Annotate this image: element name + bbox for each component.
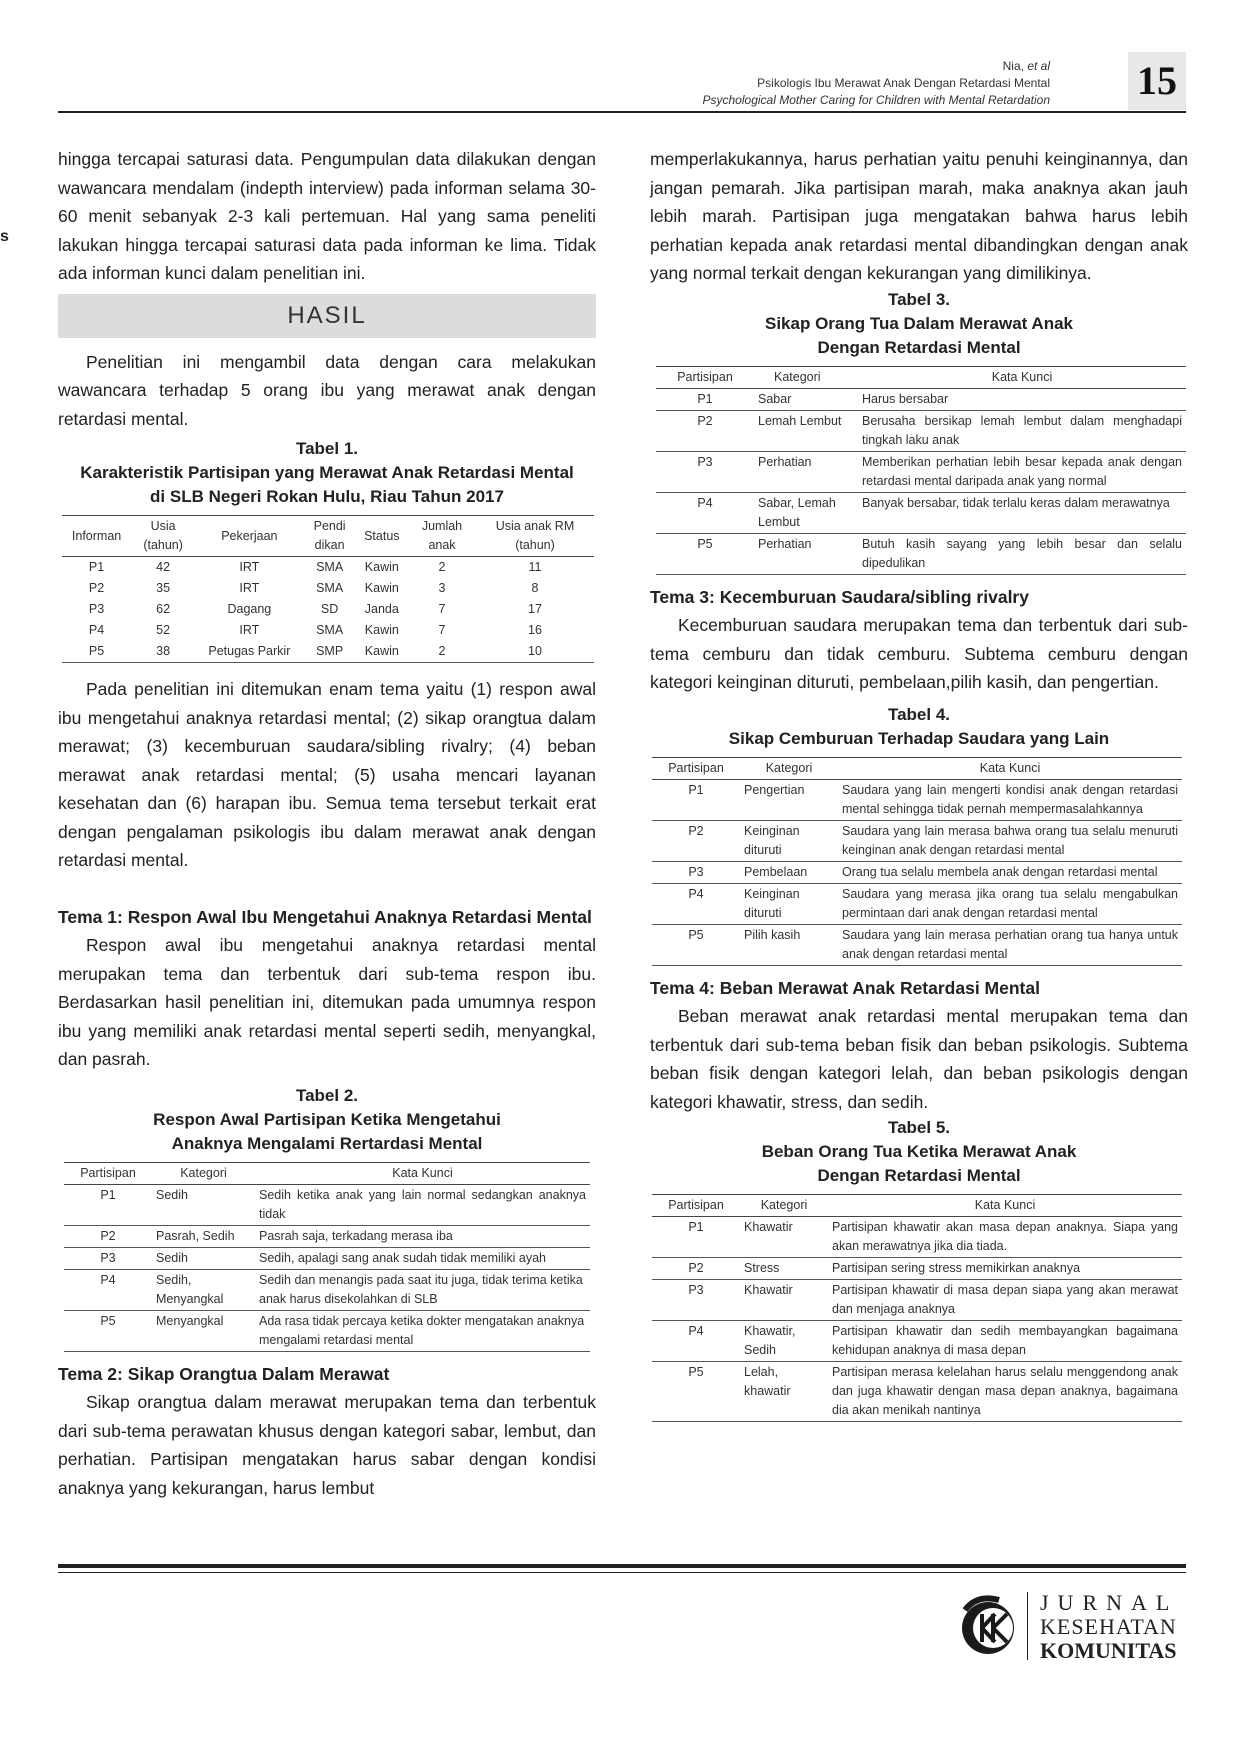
- table-cell: Harus bersabar: [858, 388, 1186, 410]
- table-row: [64, 1269, 590, 1310]
- table-cell: 42: [156, 560, 171, 574]
- table-row: [652, 779, 1182, 820]
- table-row: [652, 1362, 1182, 1422]
- table-cell: P2: [64, 1225, 152, 1247]
- table-row: [652, 1258, 1182, 1280]
- table-cell: P4: [88, 623, 105, 637]
- table-row: [656, 492, 1186, 533]
- margin-mark: s: [0, 228, 9, 245]
- table-cell: IRT: [239, 560, 260, 574]
- table-cell: Sedih: [152, 1247, 255, 1269]
- table-cell: Banyak bersabar, tidak terlalu keras dalam merawatnya: [858, 492, 1186, 533]
- table-cell: 11: [528, 560, 542, 574]
- table-cell: P3: [64, 1247, 152, 1269]
- continued-paragraph: memperlakukannya, harus perhatian yaitu penuhi keinginannya, dan jangan pemarah. Jika partisipan marah, maka anaknya akan jauh lebih marah. Partisipan juga mengatakan bahwa harus lebih perhatian kepada anak retardasi mental dibandingkan dengan anak yang normal terkait dengan kekurangan yang dimilikinya.: [650, 149, 1188, 283]
- table-cell: 10: [476, 641, 594, 663]
- table-cell: 2: [408, 641, 476, 663]
- table-cell: Saudara yang merasa jika orang tua selalu mengabulkan permintaan dari anak dengan retardasi mental: [838, 883, 1182, 924]
- tema4-paragraph: Beban merawat anak retardasi mental merupakan tema dan terbentuk dari sub-tema beban fisik dan beban psikologis. Subtema beban fisik dengan kategori lelah, dan beban psikologis dengan kategori khawatir, stress, dan sedih.: [650, 1006, 1188, 1112]
- tema1-paragraph: Respon awal ibu mengetahui anaknya retardasi mental merupakan tema dan terbentuk dari sub-tema respon ibu. Berdasarkan hasil penelitian ini, ditemukan pada umumnya respon ibu yang memiliki anak retardasi mental seperti sedih, menyangkal, dan pasrah.: [58, 935, 596, 1069]
- journal-logo-icon: [955, 1590, 1025, 1660]
- table-cell: Sedih: [152, 1184, 255, 1225]
- table-cell: P2: [652, 1258, 740, 1280]
- table-row: [652, 924, 1182, 965]
- table-cell: 62: [156, 602, 171, 616]
- table-cell: SD: [320, 602, 339, 616]
- table3-header-cell: Kategori: [754, 366, 858, 388]
- left-column: [58, 145, 596, 1502]
- right-column: [650, 145, 1188, 1422]
- table-cell: 35: [156, 581, 171, 595]
- table2-header-cell: Kata Kunci: [255, 1162, 590, 1184]
- table1: [62, 515, 594, 663]
- table-cell: Petugas Parkir: [195, 641, 303, 663]
- table-cell: IRT: [239, 581, 260, 595]
- table-cell: IRT: [239, 623, 260, 637]
- table-cell: P5: [652, 1362, 740, 1422]
- table4-title-1: Sikap Cemburuan Terhadap Saudara yang Lain: [728, 728, 1110, 748]
- table-cell: P3: [652, 1280, 740, 1321]
- table1-title-1: Karakteristik Partisipan yang Merawat Anak Retardasi Mental: [80, 463, 574, 482]
- table-cell: P3: [652, 861, 740, 883]
- section-heading-hasil: HASIL: [58, 294, 596, 338]
- author-name: Nia,: [1002, 59, 1028, 73]
- footer-rule-thin: [58, 1572, 1186, 1573]
- table-cell: P5: [62, 641, 131, 663]
- table1-label: Tabel 1.: [295, 439, 359, 458]
- header-title-en: Psychological Mother Caring for Children with Mental Retardation: [702, 93, 1050, 107]
- table-cell: P2: [652, 820, 740, 861]
- table3: [656, 366, 1186, 575]
- table-row: [656, 533, 1186, 574]
- table-cell: SMP: [304, 641, 356, 663]
- table2-title-2: Anaknya Mengalami Rertardasi Mental: [171, 1133, 483, 1153]
- table-cell: P5: [64, 1310, 152, 1351]
- table-cell: 8: [531, 581, 539, 595]
- table-cell: 17: [528, 602, 542, 616]
- hasil-paragraph: Penelitian ini mengambil data dengan cara melakukan wawancara terhadap 5 orang ibu yang merawat anak dengan retardasi mental.: [58, 351, 596, 429]
- table4-header-cell: Kata Kunci: [838, 757, 1182, 779]
- table-cell: 2: [438, 560, 446, 574]
- author-etal: et al: [1027, 59, 1050, 73]
- table-cell: P4: [656, 492, 754, 533]
- table-cell: Sedih dan menangis pada saat itu juga, tidak terima ketika anak harus disekolahkan di SLB: [255, 1269, 590, 1310]
- table1-header-cell: Status: [356, 516, 408, 557]
- table-row: [656, 388, 1186, 410]
- table-cell: Saudara yang lain merasa bahwa orang tua selalu menuruti keinginan anak dengan retardasi mental: [838, 820, 1182, 861]
- table-row: [62, 557, 594, 579]
- table-cell: P5: [656, 533, 754, 574]
- table-cell: Menyangkal: [152, 1310, 255, 1351]
- table3-title-2: Dengan Retardasi Mental: [817, 337, 1021, 357]
- table-cell: Perhatian: [754, 533, 858, 574]
- table-row: [62, 620, 594, 641]
- table-cell: Dagang: [227, 602, 272, 616]
- table-row: [652, 1321, 1182, 1362]
- table-cell: Keinginan dituruti: [740, 883, 838, 924]
- table1-header-cell: Pekerjaan: [195, 516, 303, 557]
- table-cell: Sabar, Lemah Lembut: [754, 492, 858, 533]
- table2-label: Tabel 2.: [295, 1085, 359, 1105]
- table1-header-cell: Jumlah anak: [408, 516, 476, 557]
- table-cell: Berusaha bersikap lemah lembut dalam menghadapi tingkah laku anak: [858, 410, 1186, 451]
- tema4-heading: Tema 4: Beban Merawat Anak Retardasi Mental: [650, 977, 1040, 998]
- table1-header-cell: Usia (tahun): [131, 516, 195, 557]
- table5-header-cell: Partisipan: [652, 1195, 740, 1217]
- table1-header-cell: Pendi dikan: [304, 516, 356, 557]
- table5-header-cell: Kata Kunci: [828, 1195, 1182, 1217]
- tema-overview-paragraph: Pada penelitian ini ditemukan enam tema yaitu (1) respon awal ibu mengetahui anaknya retardasi mental; (2) sikap orangtua dalam merawat; (3) kecemburuan saudara/sibling rivalry; (4) beban merawat anak retardasi mental; (5) usaha mencari layanan kesehatan dan (6) harapan ibu. Semua tema tersebut terkait erat dengan pengalaman psikologis ibu dalam merawat anak dengan retardasi mental.: [58, 679, 596, 870]
- table-cell: 52: [156, 623, 171, 637]
- table4-header-cell: Kategori: [740, 757, 838, 779]
- header-author: [703, 58, 1051, 75]
- table-row: [64, 1184, 590, 1225]
- table4-caption: [650, 703, 1188, 751]
- header-title-id: Psikologis Ibu Merawat Anak Dengan Retardasi Mental: [757, 76, 1050, 90]
- table-cell: Partisipan sering stress memikirkan anaknya: [828, 1258, 1182, 1280]
- table-cell: 3: [438, 581, 446, 595]
- table-row: [652, 861, 1182, 883]
- table-cell: 16: [528, 623, 542, 637]
- running-header: [703, 58, 1051, 109]
- table-cell: Pembelaan: [740, 861, 838, 883]
- table-cell: P2: [656, 410, 754, 451]
- table-cell: 38: [131, 641, 195, 663]
- table-cell: 7: [438, 602, 446, 616]
- table2-header-cell: Kategori: [152, 1162, 255, 1184]
- table-cell: Pilih kasih: [740, 924, 838, 965]
- table-cell: Partisipan khawatir di masa depan siapa yang akan merawat dan menjaga anaknya: [828, 1280, 1182, 1321]
- table-cell: Partisipan khawatir akan masa depan anaknya. Siapa yang akan merawatnya jika dia tiada.: [828, 1217, 1182, 1258]
- table3-header-cell: Kata Kunci: [858, 366, 1186, 388]
- tema2-heading: Tema 2: Sikap Orangtua Dalam Merawat: [58, 1363, 390, 1384]
- table-cell: P1: [652, 779, 740, 820]
- page-number: 15: [1128, 52, 1186, 110]
- table-row: [62, 599, 594, 620]
- table-cell: P1: [88, 560, 105, 574]
- table-cell: Perhatian: [754, 451, 858, 492]
- table-cell: Stress: [740, 1258, 828, 1280]
- table2-header-row: [64, 1162, 590, 1184]
- table-cell: P3: [656, 451, 754, 492]
- table-cell: Kawin: [364, 623, 399, 637]
- table1-header-row: [62, 516, 594, 557]
- table4: [652, 757, 1182, 966]
- table5-header-cell: Kategori: [740, 1195, 828, 1217]
- table3-header-row: [656, 366, 1186, 388]
- table-cell: Pasrah saja, terkadang merasa iba: [255, 1225, 590, 1247]
- table-cell: SMA: [316, 581, 344, 595]
- table-row: [62, 641, 594, 663]
- table-row: [652, 1280, 1182, 1321]
- table-cell: P4: [652, 1321, 740, 1362]
- table5-caption: [650, 1116, 1188, 1188]
- table5: [652, 1194, 1182, 1422]
- table4-header-row: [652, 757, 1182, 779]
- table-row: [62, 578, 594, 599]
- table-row: [64, 1225, 590, 1247]
- table-cell: Kawin: [364, 581, 399, 595]
- table3-caption: [650, 288, 1188, 360]
- table-cell: Pasrah, Sedih: [152, 1225, 255, 1247]
- table-cell: Janda: [364, 602, 399, 616]
- table-cell: Butuh kasih sayang yang lebih besar dan selalu dipedulikan: [858, 533, 1186, 574]
- table-cell: Pengertian: [740, 779, 838, 820]
- table-cell: Sedih, apalagi sang anak sudah tidak memiliki ayah: [255, 1247, 590, 1269]
- table-cell: P1: [656, 388, 754, 410]
- table1-title-2: di SLB Negeri Rokan Hulu, Riau Tahun 2017: [150, 487, 504, 506]
- table5-header-row: [652, 1195, 1182, 1217]
- table-cell: Lelah, khawatir: [740, 1362, 828, 1422]
- table3-title-1: Sikap Orang Tua Dalam Merawat Anak: [765, 313, 1073, 333]
- table-cell: Kawin: [364, 560, 399, 574]
- table-row: [652, 820, 1182, 861]
- table2-caption: [58, 1084, 596, 1156]
- table-cell: P1: [652, 1217, 740, 1258]
- table3-header-cell: Partisipan: [656, 366, 754, 388]
- table-cell: Khawatir, Sedih: [740, 1321, 828, 1362]
- table-cell: Orang tua selalu membela anak dengan retardasi mental: [838, 861, 1182, 883]
- table-row: [652, 1217, 1182, 1258]
- table1-caption: [58, 437, 596, 509]
- table3-label: Tabel 3.: [887, 289, 951, 309]
- table-row: [652, 883, 1182, 924]
- table-cell: Sabar: [754, 388, 858, 410]
- footer-rule-thick: [58, 1564, 1186, 1568]
- table-cell: Sedih ketika anak yang lain normal sedangkan anaknya tidak: [255, 1184, 590, 1225]
- header-rule: [58, 111, 1186, 113]
- table4-label: Tabel 4.: [887, 704, 951, 724]
- table-cell: P4: [652, 883, 740, 924]
- table-cell: P4: [64, 1269, 152, 1310]
- table5-title-2: Dengan Retardasi Mental: [817, 1166, 1021, 1185]
- tema1-heading: Tema 1: Respon Awal Ibu Mengetahui Anaknya Retardasi Mental: [58, 906, 592, 927]
- table2: [64, 1162, 590, 1352]
- table-cell: SMA: [316, 560, 344, 574]
- table1-header-cell: Usia anak RM (tahun): [476, 516, 594, 557]
- tema3-heading: Tema 3: Kecemburuan Saudara/sibling rivalry: [650, 586, 1029, 607]
- table-cell: Memberikan perhatian lebih besar kepada anak dengan retardasi mental daripada anak yang normal: [858, 451, 1186, 492]
- journal-name-line3: KOMUNITAS: [1040, 1638, 1177, 1663]
- table-row: [656, 451, 1186, 492]
- table-cell: Saudara yang lain mengerti kondisi anak dengan retardasi mental sehingga tidak pernah mempermasalahkannya: [838, 779, 1182, 820]
- tema2-paragraph: Sikap orangtua dalam merawat merupakan tema dan terbentuk dari sub-tema perawatan khusus dengan kategori sabar, lembut, dan perhatian. Partisipan mengatakan harus sabar dengan kondisi anaknya yang kekurangan, harus lembut: [58, 1392, 596, 1498]
- table-cell: Lemah Lembut: [754, 410, 858, 451]
- tema3-paragraph: Kecemburuan saudara merupakan tema dan terbentuk dari sub-tema cemburu dan tidak cemburu. Subtema cemburu dengan kategori keinginan dituruti, pembelaan,pilih kasih, dan pengertian.: [650, 615, 1188, 692]
- table-cell: Keinginan dituruti: [740, 820, 838, 861]
- table-row: [656, 410, 1186, 451]
- table-cell: P5: [652, 924, 740, 965]
- table-cell: Partisipan khawatir dan sedih membayangkan bagaimana kehidupan anaknya di masa depan: [828, 1321, 1182, 1362]
- journal-name-line2: KESEHATAN: [1040, 1614, 1177, 1639]
- table-cell: Sedih, Menyangkal: [152, 1269, 255, 1310]
- table5-title-1: Beban Orang Tua Ketika Merawat Anak: [761, 1142, 1077, 1161]
- table-cell: P1: [64, 1184, 152, 1225]
- intro-paragraph: hingga tercapai saturasi data. Pengumpulan data dilakukan dengan wawancara mendalam (indepth interview) pada informan selama 30-60 menit sebanyak 2-3 kali pertemuan. Hal yang sama peneliti lakukan hingga tercapai saturasi data pada informan ke lima. Tidak ada informan kunci dalam penelitian ini.: [58, 149, 596, 283]
- table-row: [64, 1310, 590, 1351]
- table-row: [64, 1247, 590, 1269]
- table-cell: Ada rasa tidak percaya ketika dokter mengatakan anaknya mengalami retardasi mental: [255, 1310, 590, 1351]
- table1-header-cell: Informan: [62, 516, 131, 557]
- table2-title-1: Respon Awal Partisipan Ketika Mengetahui: [153, 1109, 501, 1129]
- table2-header-cell: Partisipan: [64, 1162, 152, 1184]
- journal-name-line1: JURNAL: [1040, 1590, 1179, 1615]
- table-cell: Khawatir: [740, 1217, 828, 1258]
- table4-header-cell: Partisipan: [652, 757, 740, 779]
- table-cell: Kawin: [356, 641, 408, 663]
- table-cell: 7: [438, 623, 446, 637]
- table-cell: Saudara yang lain merasa perhatian orang tua hanya untuk anak dengan retardasi mental: [838, 924, 1182, 965]
- table-cell: SMA: [316, 623, 344, 637]
- table-cell: Partisipan merasa kelelahan harus selalu menggendong anak dan juga khawatir dengan masa depan anaknya, bagaimana dia akan menikah nantinya: [828, 1362, 1182, 1422]
- table-cell: P3: [88, 602, 105, 616]
- table5-label: Tabel 5.: [887, 1118, 951, 1137]
- table-cell: Khawatir: [740, 1280, 828, 1321]
- logo-separator: [1027, 1592, 1028, 1660]
- table-cell: P2: [88, 581, 105, 595]
